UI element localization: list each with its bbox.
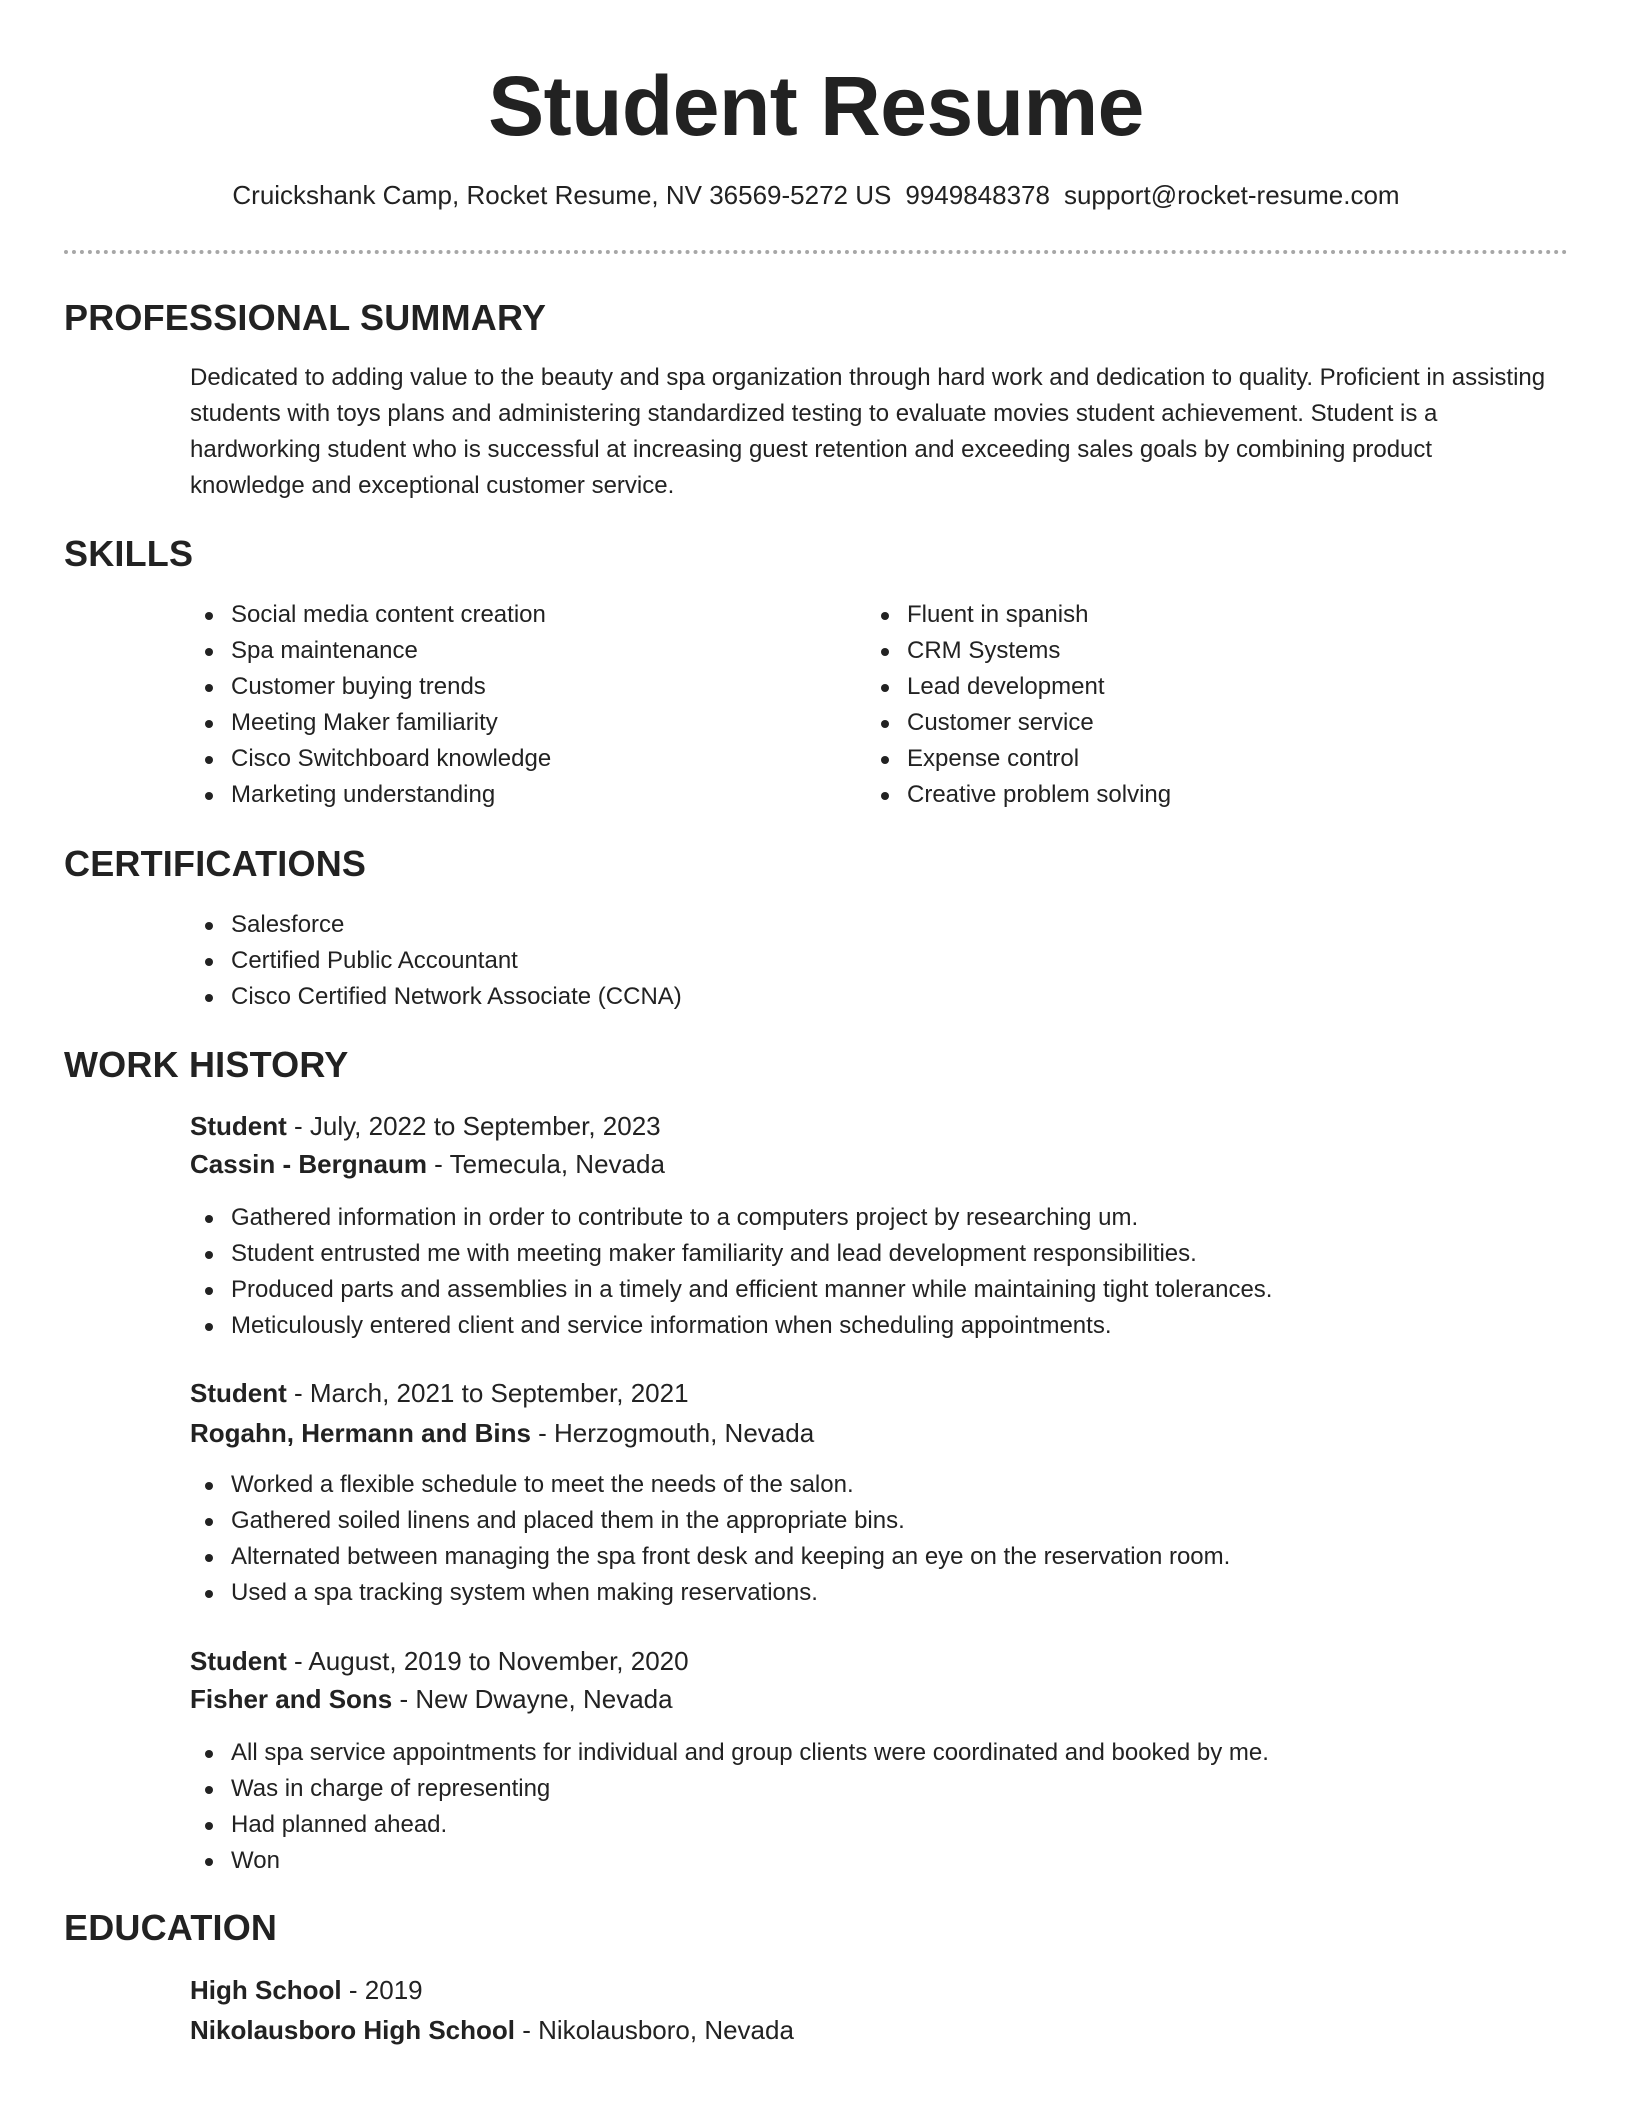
job-bullet: Had planned ahead. (188, 1807, 1269, 1843)
skill-item: CRM Systems (864, 633, 1171, 669)
job-bullets (188, 1735, 1269, 1879)
contact-email: support@rocket-resume.com (1063, 180, 1400, 210)
certifications-heading: CERTIFICATIONS (64, 843, 367, 884)
job-title-line (190, 1643, 689, 1679)
job-dates: - August, 2019 to November, 2020 (286, 1646, 689, 1676)
job-company-line (190, 1146, 665, 1182)
job-role: Student (190, 1378, 287, 1408)
job-bullet: Alternated between managing the spa front desk and keeping an eye on the reservation room. (188, 1539, 1230, 1575)
job-company-line (190, 1415, 814, 1451)
skill-item: Cisco Switchboard knowledge (188, 741, 551, 777)
job-dates: - July, 2022 to September, 2023 (286, 1111, 661, 1141)
summary-text: Dedicated to adding value to the beauty and spa organization through hard work and dedication to quality. Proficient in assisting students with toys plans and administering standardized testing to evaluate movies student achievement. Student is a hardworking student who is successful at increasing guest retention and exceeding sales goals by combining product knowledge and exceptional customer service. (190, 364, 1546, 499)
skill-item: Lead development (864, 669, 1171, 705)
contact-address: Cruickshank Camp, Rocket Resume, NV 36569-5272 US (232, 180, 892, 210)
job-bullet: Gathered soiled linens and placed them in the appropriate bins. (188, 1503, 1230, 1539)
job-role: Student (190, 1646, 287, 1676)
skill-item: Marketing understanding (188, 777, 551, 813)
job-bullet: Won (188, 1843, 1269, 1879)
certification-item: Cisco Certified Network Associate (CCNA) (188, 979, 682, 1015)
work-history-heading: WORK HISTORY (64, 1044, 349, 1085)
skill-item: Meeting Maker familiarity (188, 705, 551, 741)
job-bullet: Meticulously entered client and service information when scheduling appointments. (188, 1308, 1272, 1344)
education-school-line (190, 2012, 794, 2048)
skill-item: Customer buying trends (188, 669, 551, 705)
job-company-line (190, 1681, 673, 1717)
resume-header (0, 56, 1632, 156)
skills-list-left (188, 597, 551, 813)
job-bullet: Gathered information in order to contribute to a computers project by researching um. (188, 1200, 1272, 1236)
skill-item: Creative problem solving (864, 777, 1171, 813)
job-bullet: Student entrusted me with meeting maker familiarity and lead development responsibilities. (188, 1236, 1272, 1272)
certifications-list (188, 907, 682, 1015)
contact-phone: 9949848378 (905, 180, 1050, 210)
skill-item: Expense control (864, 741, 1171, 777)
job-company: Rogahn, Hermann and Bins (190, 1418, 531, 1448)
certification-item: Certified Public Accountant (188, 943, 682, 979)
job-bullet: Worked a flexible schedule to meet the needs of the salon. (188, 1467, 1230, 1503)
job-location: - Temecula, Nevada (426, 1149, 665, 1179)
job-bullet: Used a spa tracking system when making reservations. (188, 1575, 1230, 1611)
job-bullets (188, 1467, 1230, 1611)
education-year: - 2019 (341, 1975, 423, 2005)
job-location: - New Dwayne, Nevada (392, 1684, 673, 1714)
education-school: Nikolausboro High School (190, 2015, 516, 2045)
job-location: - Herzogmouth, Nevada (530, 1418, 815, 1448)
skill-item: Spa maintenance (188, 633, 551, 669)
job-bullets (188, 1200, 1272, 1344)
job-bullet: Was in charge of representing (188, 1771, 1269, 1807)
skill-item: Fluent in spanish (864, 597, 1171, 633)
job-title-line (190, 1375, 689, 1411)
contact-line (0, 178, 1632, 212)
job-dates: - March, 2021 to September, 2021 (286, 1378, 689, 1408)
header-divider (64, 250, 1568, 254)
resume-name: Student Resume (488, 59, 1144, 153)
job-title-line (190, 1108, 661, 1144)
education-location: - Nikolausboro, Nevada (515, 2015, 794, 2045)
job-bullet: All spa service appointments for individual and group clients were coordinated and booked by me. (188, 1735, 1269, 1771)
job-company: Fisher and Sons (190, 1684, 393, 1714)
job-role: Student (190, 1111, 287, 1141)
skill-item: Social media content creation (188, 597, 551, 633)
skills-list-right (864, 597, 1171, 813)
job-company: Cassin - Bergnaum (190, 1149, 427, 1179)
skills-heading: SKILLS (64, 533, 194, 574)
education-heading: EDUCATION (64, 1907, 278, 1948)
skill-item: Customer service (864, 705, 1171, 741)
summary-heading: PROFESSIONAL SUMMARY (64, 297, 547, 338)
education-degree: High School (190, 1975, 342, 2005)
job-bullet: Produced parts and assemblies in a timely and efficient manner while maintaining tight tolerances. (188, 1272, 1272, 1308)
education-degree-line (190, 1972, 423, 2008)
certification-item: Salesforce (188, 907, 682, 943)
